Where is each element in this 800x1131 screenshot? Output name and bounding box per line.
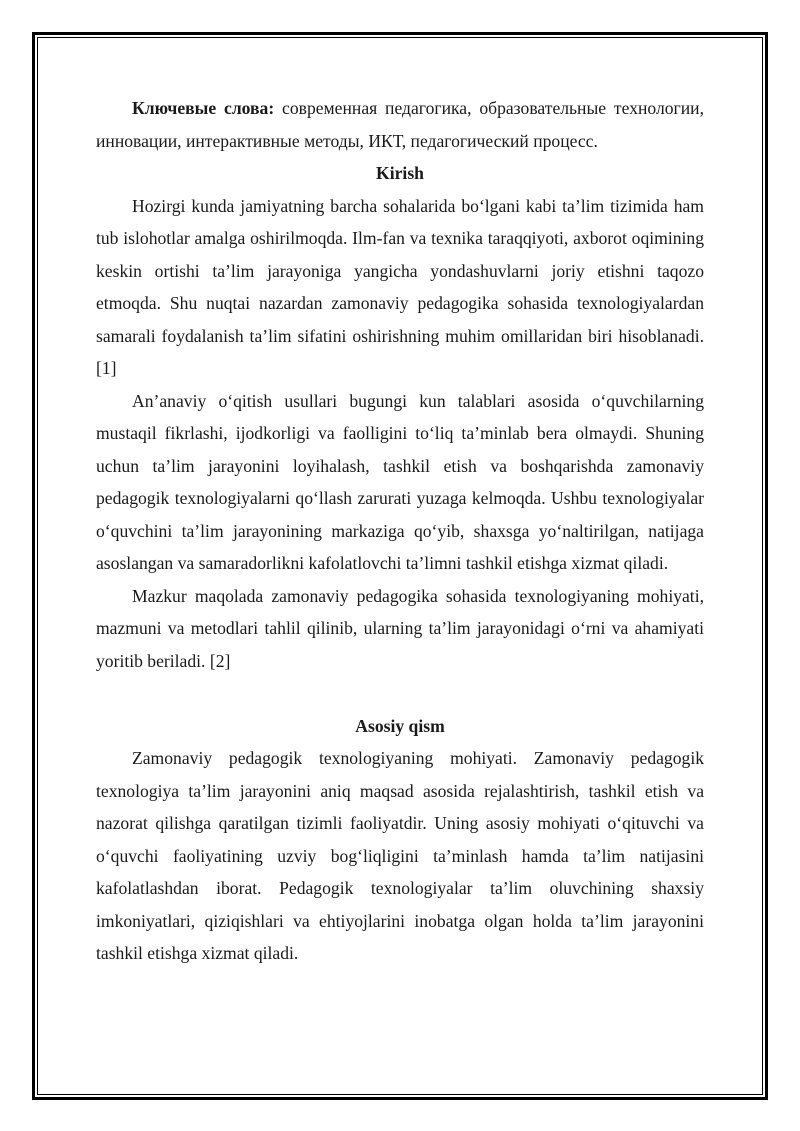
- main-heading: Asosiy qism: [355, 715, 445, 736]
- intro-paragraph-1: Hozirgi kunda jamiyatning barcha sohalarida boʻlgani kabi taʼlim tizimida ham tub islohotlar amalga oshirilmoqda. Ilm-fan va texnika taraqqiyoti, axborot oqimining keskin ortishi taʼlim jarayoniga yangicha yondashuvlarni joriy etishni taqozo etmoqda. Shu nuqtai nazardan zamonaviy pedagogika sohasida texnologiyalardan samarali foydalanish taʼlim sifatini oshirishning muhim omillaridan biri hisoblanadi.[1]: [96, 195, 704, 378]
- keywords-paragraph: [96, 92, 704, 157]
- intro-heading: Kirish: [376, 163, 424, 183]
- intro-paragraph-2: Anʼanaviy oʻqitish usullari bugungi kun talablari asosida oʻquvchilarning mustaqil fikrlashi, ijodkorligi va faolligini toʻliq taʼminlab bera olmaydi. Shuning uchun taʼlim jarayonini loyihalash, tashkil etish va boshqarishda zamonaviy pedagogik texnologiyalarni qoʻllash zarurati yuzaga kelmoqda. Ushbu texnologiyalar oʻquvchini taʼlim jarayonining markaziga qoʻyib, shaxsga yoʻnaltirilgan, natijaga asoslangan va samaradorlikni kafolatlovchi taʼlimni tashkil etishga xizmat qiladi.: [96, 390, 704, 573]
- main-paragraph-1: Zamonaviy pedagogik texnologiyaning mohiyati. Zamonaviy pedagogik texnologiya taʼlim jarayonini aniq maqsad asosida rejalashtirish, tashkil etish va nazorat qilishga qaratilgan tizimli faoliyatdir. Uning asosiy mohiyati oʻqituvchi va oʻquvchi faoliyatining uzviy bogʻliqligini taʼminlash hamda taʼlim natijasini kafolatlashdan iborat. Pedagogik texnologiyalar taʼlim oluvchining shaxsiy imkoniyatlari, qiziqishlari va ehtiyojlarini inobatga olgan holda taʼlim jarayonini tashkil etishga xizmat qiladi.: [96, 748, 704, 963]
- section-spacer: [96, 677, 704, 710]
- article-body: [96, 92, 704, 970]
- keywords-label: Ключевые слова:: [132, 98, 275, 118]
- intro-paragraph-3: Mazkur maqolada zamonaviy pedagogika sohasida texnologiyaning mohiyati, mazmuni va metodlari tahlil qilinib, ularning taʼlim jarayonidagi oʻrni va ahamiyati yoritib beriladi. [2]: [96, 585, 704, 671]
- keywords-text: современная педагогика, образовательные технологии, инновации, интерактивные методы, ИКТ, педагогический процесс.: [96, 98, 704, 151]
